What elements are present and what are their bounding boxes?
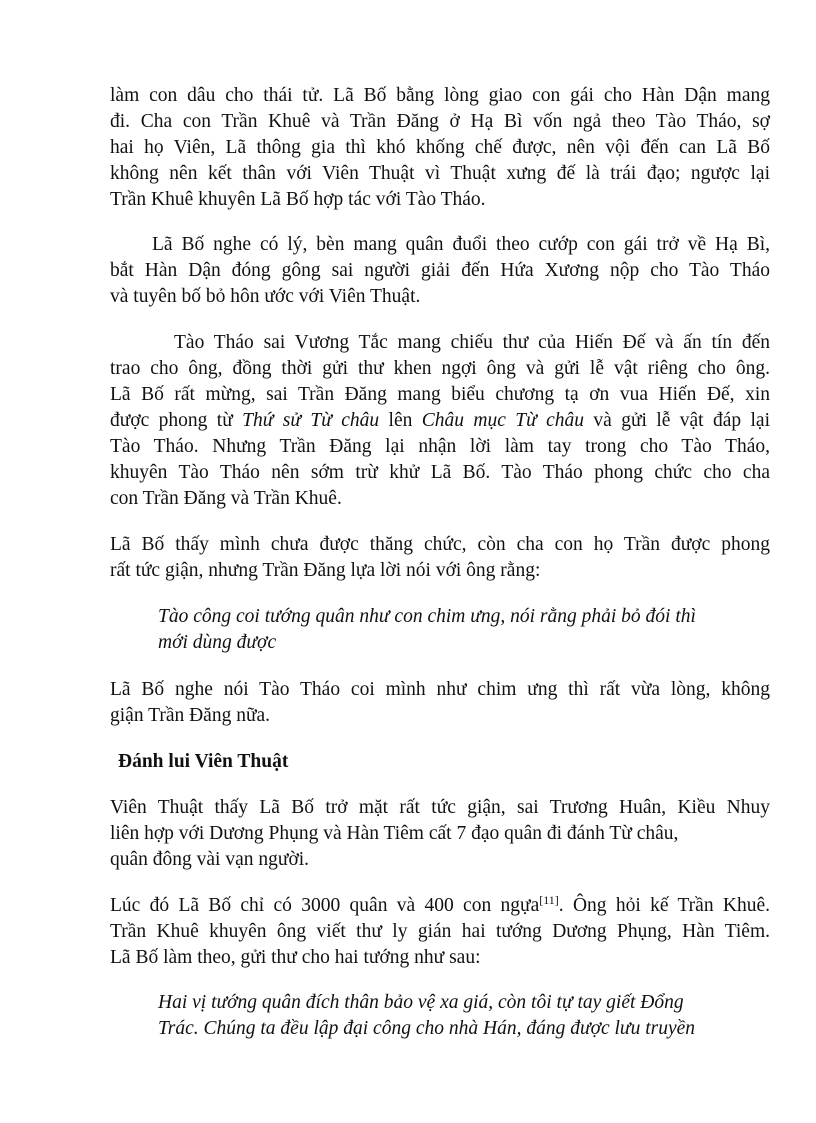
italic-title: Thứ sử Từ châu (242, 410, 380, 431)
text-line (110, 408, 770, 434)
paragraph-5 (110, 677, 770, 729)
paragraph-7 (110, 893, 770, 971)
section-heading: Đánh lui Viên Thuật (118, 751, 289, 772)
text-line: Hai vị tướng quân đích thân bảo vệ xa giá, còn tôi tự tay giết Đổng (158, 992, 684, 1013)
text-line: rất tức giận, nhưng Trần Đăng lựa lời nói với ông rằng: (110, 560, 541, 581)
paragraph-4 (110, 532, 770, 584)
text-line: đi. Cha con Trần Khuê và Trần Đăng ở Hạ Bì vốn ngả theo Tào Tháo, sợ (110, 111, 770, 132)
text-line: Viên Thuật thấy Lã Bố trở mặt rất tức giận, sai Trương Huân, Kiều Nhuy (110, 797, 770, 818)
text-line (110, 893, 770, 919)
text-line: Tào Tháo. Nhưng Trần Đăng lại nhận lời làm tay trong cho Tào Tháo, (110, 436, 770, 457)
quote-2 (158, 990, 770, 1042)
text-line: Lã Bố làm theo, gửi thư cho hai tướng như sau: (110, 947, 481, 968)
paragraph-3 (110, 330, 770, 512)
text-line: khuyên Tào Tháo nên sớm trừ khử Lã Bố. Tào Tháo phong chức cho cha (110, 462, 770, 483)
paragraph-2 (110, 232, 770, 310)
text-line: Trần Khuê khuyên Lã Bố hợp tác với Tào Tháo. (110, 189, 486, 210)
text-line: quân đông vài vạn người. (110, 849, 310, 870)
text-line: Lã Bố nghe nói Tào Tháo coi mình như chim ưng thì rất vừa lòng, không (110, 679, 770, 700)
text-line: bắt Hàn Dận đóng gông sai người giải đến Hứa Xương nộp cho Tào Tháo (110, 260, 770, 281)
text-segment: được phong từ (110, 410, 243, 431)
text-segment: Lúc đó Lã Bố chỉ có 3000 quân và 400 con ngựa (110, 895, 540, 916)
quote-1 (158, 604, 770, 656)
text-line: Trần Khuê khuyên ông viết thư ly gián hai tướng Dương Phụng, Hàn Tiêm. (110, 921, 770, 942)
text-line: giận Trần Đăng nữa. (110, 705, 271, 726)
footnote-reference[interactable]: [11] (539, 893, 559, 907)
italic-title: Châu mục Từ châu (421, 410, 585, 431)
text-line: Trác. Chúng ta đều lập đại công cho nhà Hán, đáng được lưu truyền (158, 1018, 696, 1039)
text-line: liên hợp với Dương Phụng và Hàn Tiêm cất 7 đạo quân đi đánh Từ châu, (110, 823, 679, 844)
text-segment: và gửi lễ vật đáp lại (584, 410, 770, 431)
text-line: không nên kết thân với Viên Thuật vì Thuật xưng đế là trái đạo; ngược lại (110, 163, 770, 184)
text-segment: lên (379, 410, 422, 431)
text-segment: . Ông hỏi kế Trần Khuê. (558, 895, 770, 916)
text-line: Lã Bố nghe có lý, bèn mang quân đuổi theo cướp con gái trở về Hạ Bì, (152, 234, 770, 255)
text-line: Tào công coi tướng quân như con chim ưng, nói rằng phải bỏ đói thì (158, 606, 696, 627)
text-line: con Trần Đăng và Trần Khuê. (110, 488, 342, 509)
text-line: Tào Tháo sai Vương Tắc mang chiếu thư của Hiến Đế và ấn tín đến (174, 332, 770, 353)
text-line: mới dùng được (158, 632, 277, 653)
text-line: và tuyên bố bỏ hôn ước với Viên Thuật. (110, 286, 421, 307)
text-line: Lã Bố thấy mình chưa được thăng chức, còn cha con họ Trần được phong (110, 534, 770, 555)
paragraph-6 (110, 795, 770, 873)
paragraph-1 (110, 83, 770, 213)
text-line: Lã Bố rất mừng, sai Trần Đăng mang biểu chương tạ ơn vua Hiến Đế, xin (110, 384, 770, 405)
text-line: hai họ Viên, Lã thông gia thì khó khống chế được, nên vội đến can Lã Bố (110, 137, 770, 158)
text-line: trao cho ông, đồng thời gửi thư khen ngợi ông và gửi lễ vật riêng cho ông. (110, 358, 770, 379)
text-line: làm con dâu cho thái tử. Lã Bố bằng lòng giao con gái cho Hàn Dận mang (110, 85, 770, 106)
